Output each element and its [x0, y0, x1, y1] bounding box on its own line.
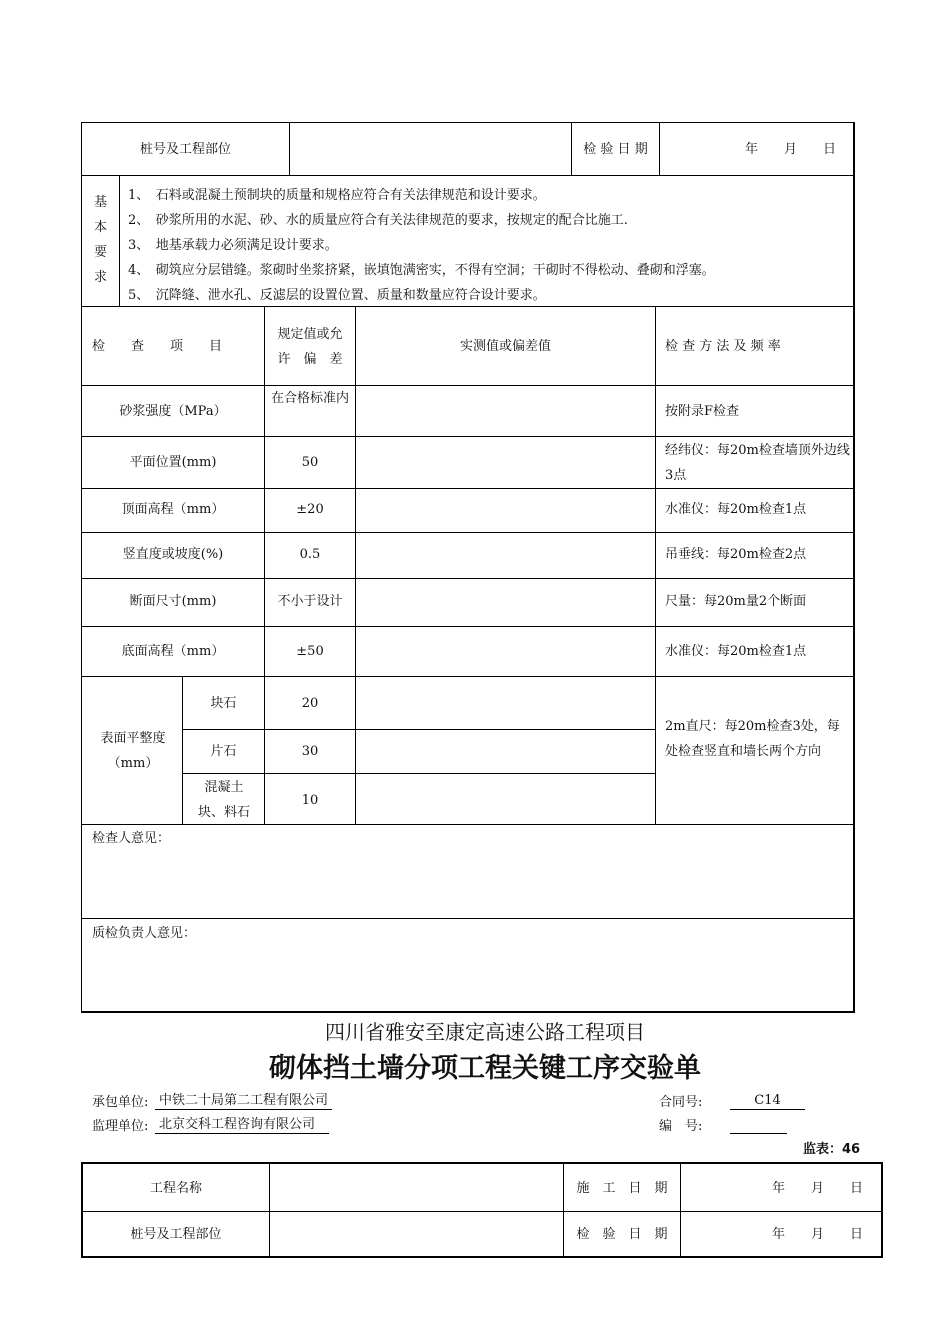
- row-6-item: 底面高程（mm）: [121, 644, 225, 659]
- requirement-2: 2、 砂浆所用的水泥、砂、水的质量应符合有关法律规范的要求，按规定的配合比施工.: [128, 213, 628, 228]
- row-3-method: 水准仪：每20m检查1点: [665, 502, 807, 517]
- station-label: 桩号及工程部位: [139, 142, 231, 157]
- project-title: 四川省雅安至康定高速公路工程项目: [325, 1020, 645, 1044]
- inspect-date-value: 年 月 日: [745, 142, 837, 157]
- header-measured: 实测值或偏差值: [459, 339, 551, 354]
- row-1-spec: 在合格标准内: [270, 391, 349, 406]
- basic-req-label-2: 本: [93, 220, 107, 235]
- row-1-method: 按附录F检查: [665, 404, 740, 419]
- serial-label: 编 号:: [659, 1119, 703, 1134]
- row-3-spec: ±20: [296, 502, 324, 517]
- contract-label: 合同号:: [659, 1095, 703, 1110]
- row-1-item: 砂浆强度（MPa）: [119, 404, 227, 419]
- basic-req-label-4: 求: [93, 270, 107, 285]
- flatness-item: 表面平整度（mm）: [100, 731, 166, 771]
- contractor-text: 中铁二十局第二工程有限公司: [159, 1093, 329, 1108]
- flatness-sub-3-spec: 10: [301, 793, 319, 808]
- supervisor-value: [155, 1118, 329, 1134]
- lower-inspect-date-label: 检 验 日 期: [576, 1227, 668, 1242]
- supervisor-text: 北京交科工程咨询有限公司: [159, 1117, 316, 1132]
- flatness-sub-1-spec: 20: [301, 696, 319, 711]
- flatness-sub-2-spec: 30: [301, 744, 319, 759]
- row-4-method: 吊垂线：每20m检查2点: [665, 547, 807, 562]
- qc-opinion-label: 质检负责人意见：: [92, 926, 197, 941]
- lower-station-label: 桩号及工程部位: [130, 1227, 222, 1242]
- flatness-sub-3-name: 混凝土块、料石: [197, 780, 250, 820]
- flatness-sub-2-name: 片石: [210, 744, 237, 759]
- inspector-opinion-label: 检查人意见：: [92, 831, 171, 846]
- form-code: 监表：46: [803, 1142, 861, 1157]
- supervisor-label: 监理单位:: [92, 1119, 149, 1134]
- requirement-1: 1、 石料或混凝土预制块的质量和规格应符合有关法律规范和设计要求。: [128, 188, 546, 203]
- serial-value: [730, 1118, 787, 1134]
- header-spec-line1: 规定值或允: [277, 327, 343, 342]
- contract-value: C14: [730, 1094, 805, 1110]
- header-spec-line2: 许 偏 差: [277, 352, 343, 367]
- header-item: 检 查 项 目: [92, 339, 223, 354]
- lower-inspect-date-value: 年 月 日: [772, 1227, 864, 1242]
- basic-req-label-3: 要: [93, 245, 107, 260]
- header-method: 检 查 方 法 及 频 率: [665, 339, 781, 354]
- construction-date-value: 年 月 日: [772, 1181, 864, 1196]
- basic-req-label-1: 基: [93, 195, 107, 210]
- row-2-item: 平面位置(mm): [129, 455, 217, 470]
- row-2-method: 经纬仪：每20m检查墙顶外边线3点: [665, 443, 850, 483]
- row-6-spec: ±50: [296, 644, 324, 659]
- flatness-sub-1-name: 块石: [210, 696, 237, 711]
- contractor-label: 承包单位:: [92, 1095, 149, 1110]
- row-5-item: 断面尺寸(mm): [129, 594, 217, 609]
- contractor-value: [155, 1094, 332, 1110]
- requirement-3: 3、 地基承载力必须满足设计要求。: [128, 238, 338, 253]
- construction-date-label: 施 工 日 期: [576, 1181, 668, 1196]
- row-2-spec: 50: [301, 455, 319, 470]
- row-5-method: 尺量：每20m量2个断面: [665, 594, 807, 609]
- row-3-item: 顶面高程（mm）: [121, 502, 225, 517]
- form-title: 砌体挡土墙分项工程关键工序交验单: [269, 1053, 701, 1084]
- inspect-date-label: 检 验 日 期: [583, 142, 648, 157]
- requirement-5: 5、 沉降缝、泄水孔、反滤层的设置位置、质量和数量应符合设计要求。: [128, 288, 546, 303]
- row-5-spec: 不小于设计: [277, 594, 343, 609]
- project-name-label: 工程名称: [149, 1181, 202, 1196]
- row-6-method: 水准仪：每20m检查1点: [665, 644, 807, 659]
- row-4-item: 竖直度或坡度(%): [122, 547, 224, 562]
- row-4-spec: 0.5: [299, 547, 321, 562]
- flatness-method: 2m直尺：每20m检查3处，每处检查竖直和墙长两个方向: [665, 719, 840, 759]
- requirement-4: 4、 砌筑应分层错缝。浆砌时坐浆挤紧，嵌填饱满密实，不得有空洞；干砌时不得松动、叠砌和浮塞。: [128, 263, 715, 278]
